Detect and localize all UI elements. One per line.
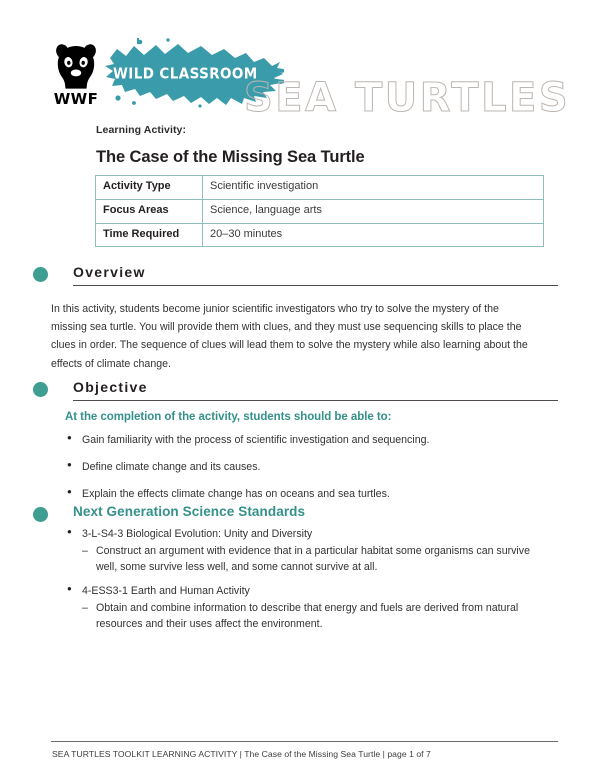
footer-text: SEA TURTLES TOOLKIT LEARNING ACTIVITY | The Case of the Missing Sea Turtle | page 1 of 7	[52, 749, 431, 759]
table-row	[96, 176, 544, 200]
table-cell-value: Scientific investigation	[203, 176, 544, 200]
section-heading-objective	[33, 379, 558, 405]
standard-code: 4-ESS3-1 Earth and Human Activity	[82, 585, 250, 598]
table-cell-value: 20–30 minutes	[203, 223, 544, 247]
table-row	[96, 199, 544, 223]
objective-list	[65, 433, 535, 514]
list-item: ● Gain familiarity with the process of scientific investigation and sequencing.	[65, 433, 535, 449]
toolkit-title-outline: SEA TURTLES	[244, 75, 571, 121]
table-cell-key: Time Required	[96, 223, 203, 247]
footer-rule	[51, 741, 558, 742]
list-item: ● Explain the effects climate change has on oceans and sea turtles.	[65, 487, 535, 503]
section-bullet-dot-icon	[33, 267, 48, 282]
brand-header	[0, 34, 610, 121]
section-rule	[73, 285, 558, 286]
svg-text:WWF: WWF	[53, 90, 99, 106]
list-item	[65, 584, 545, 632]
section-heading-label: Next Generation Science Standards	[73, 504, 306, 519]
list-item: – Construct an argument with evidence that in a particular habitat some organisms can survive well, some survive less well, and some cannot survive at all.	[82, 543, 545, 575]
section-heading-overview	[33, 264, 558, 290]
section-heading-label: Objective	[73, 379, 148, 395]
page-title: The Case of the Missing Sea Turtle	[96, 148, 365, 166]
section-bullet-dot-icon	[33, 382, 48, 397]
wwf-panda-logo-icon	[50, 40, 102, 106]
section-rule	[73, 400, 558, 401]
list-item: ● Define climate change and its causes.	[65, 460, 535, 476]
standard-code: 3-L-S4-3 Biological Evolution: Unity and Diversity	[82, 528, 313, 540]
learning-activity-kicker: Learning Activity:	[96, 124, 187, 136]
ngss-standards-list	[65, 527, 545, 641]
standard-detail-list	[82, 600, 545, 632]
objective-subheading: At the completion of the activity, students should be able to:	[65, 411, 392, 423]
list-item: – Obtain and combine information to describe that energy and fuels are derived from natural resources and their uses affect the environment.	[82, 600, 545, 632]
section-heading-label: Overview	[73, 264, 146, 280]
overview-paragraph: In this activity, students become junior scientific investigators who try to solve the mystery of the missing sea turtle. You will provide them with clues, and they must use sequencing skills to place the clues in order. The sequence of clues will lead them to solve the mystery while also learning about the effects of climate change.	[51, 303, 528, 370]
table-cell-key: Focus Areas	[96, 199, 203, 223]
table-cell-key: Activity Type	[96, 176, 203, 200]
standard-detail-list	[82, 543, 545, 575]
brush-label-text: WILD CLASSROOM	[113, 65, 258, 83]
list-item	[65, 527, 545, 575]
table-row	[96, 223, 544, 247]
table-cell-value: Science, language arts	[203, 199, 544, 223]
activity-info-table	[95, 175, 544, 247]
section-bullet-dot-icon	[33, 507, 48, 522]
